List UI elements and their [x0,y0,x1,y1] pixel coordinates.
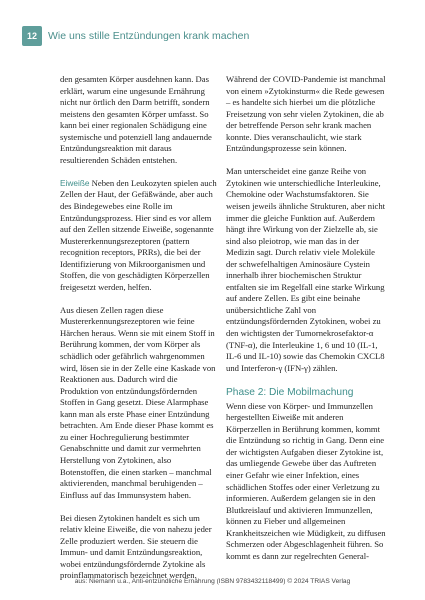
page-number-badge [22,26,42,46]
page-header [0,0,425,62]
paragraph-body-spread: den gesamten Körper ausdehnen kann. Das erklärt, warum eine ungesunde Ernährung nicht nur örtlich den Darm betrifft, sondern meistens den gesamten Körper umfasst. So kann bei einer regionalen Schädigung eine systemische und potenziell lang andauernde Entzündungsreaktion mit daraus resultierenden Schäden entstehen. [60,74,212,165]
paragraph-receptors: Aus diesen Zellen ragen diese Mustererkennungsrezeptoren wie feine Härchen heraus. Wenn sie mit einem Stoff in Berührung kommen, der vom Körper als schädlich oder gefährlich wahrgenommen wird, lösen sie in der Zelle eine Kaskade von Reaktionen aus. Dadurch wird die Produktion von entzündungsfördernden Stoffen in Gang gesetzt. Diese Alarmphase kann man als erste Phase einer Entzündung betrachten. Am Ende dieser Phase kommt es zu einer Hochregulierung bestimmter Genabschnitte und damit zur vermehrten Herstellung von Zytokinen, also Botenstoffen, die einen starken – manchmal aktivierenden, manchmal beruhigenden – Einfluss auf das Immunsystem haben. [60,304,216,500]
section-heading-phase-2: Phase 2: Die Mobilmachung [226,386,354,398]
paragraph-cytokine-types: Man unterscheidet eine ganze Reihe von Zytokinen wie unterschiedliche Interleukine, Chemokine oder Wachstumsfaktoren. Sie weisen jeweils ähnliche Strukturen, aber nicht immer die gleiche Funktion auf. Außerdem hängt ihre Wirkung von der Zielzelle ab, sie sind also pleiotrop, wie man das in der Medizin sagt. Durch relativ viele Moleküle der schwefelhaltigen Aminosäure Cystein innerhalb ihrer biochemischen Struktur entfalten sie im Regelfall eine starke Wirkung auf andere Zellen. Es gibt eine beinahe unübersichtliche Zahl von entzündungsfördernden Zytokinen, wobei zu den wichtigsten der Tumornekrosefaktor-α (TNF-α), die Interleukine 1, 6 und 10 (IL-1, IL-6 und IL-10) sowie das Chemokin CXCL8 und Interferon-γ (IFN-γ) zählen. [226,166,386,373]
right-column [226,74,386,562]
running-head: Wie uns stille Entzündungen krank machen [48,30,250,42]
paragraph-cytokine-storm: Während der COVID-Pandemie ist manchmal von einem »Zytokinsturm« die Rede gewesen – es handelte sich hierbei um die plötzliche Freisetzung von sehr vielen Zytokinen, die ab der betreffende Person sehr krank machen konnte. Dies veranschaulicht, wie stark Entzündungsprozesse sein können. [226,74,386,154]
paragraph-mobilization: Wenn diese von Körper- und Immunzellen hergestellten Eiweiße mit anderen Körperzellen in Berührung kommen, kommt die Entzündung so richtig in Gang. Denn eine der wichtigsten Aufgaben dieser Zytokine ist, das umliegende Gewebe über das Auftreten einer Gefahr wie einer Infektion, eines schädlichen Stoffes oder einer Verletzung zu informieren. Außerdem gelangen sie in den Blutkreislauf und aktivieren Immunzellen, können zu Fieber und allgemeinen Krankheitszeichen wie Müdigkeit, zu diffusen Schmerzen oder Abgeschlagenheit führen. So kommt es dann zur regelrechten General- [226,400,386,561]
paragraph-proteins [60,178,218,293]
left-column [60,74,218,582]
page-number: 12 [26,31,37,41]
paragraph-cytokines: Bei diesen Zytokinen handelt es sich um relativ kleine Eiweiße, die von nahezu jeder Zelle produziert werden. Sie steuern die Immun- und damit Entzündungsreaktion, wobei entzündungsfördernde Zytokine als proinflammatorisch bezeichnet werden. [60,512,212,581]
lead-label-proteins: Eiweiße [60,177,90,188]
page-footer: aus: Niemann u.a., Anti-entzündliche Ernährung (ISBN 9783432118499) © 2024 TRIAS Verlag [74,578,351,585]
paragraph-proteins-text: Neben den Leukozyten spielen auch Zellen der Haut, der Gefäßwände, aber auch des Bindegewebes eine Rolle im Entzündungsprozess. Hier sind es vor allem auf den Zellen sitzende Eiweiße, sogenannte Mustererkennungsrezeptoren (pattern recognition receptors, PRRs), die bei der Identifizierung von Mikroorganismen und Stoffen, die von geschädigten Körperzellen freigesetzt werden, helfen. [60,177,217,292]
